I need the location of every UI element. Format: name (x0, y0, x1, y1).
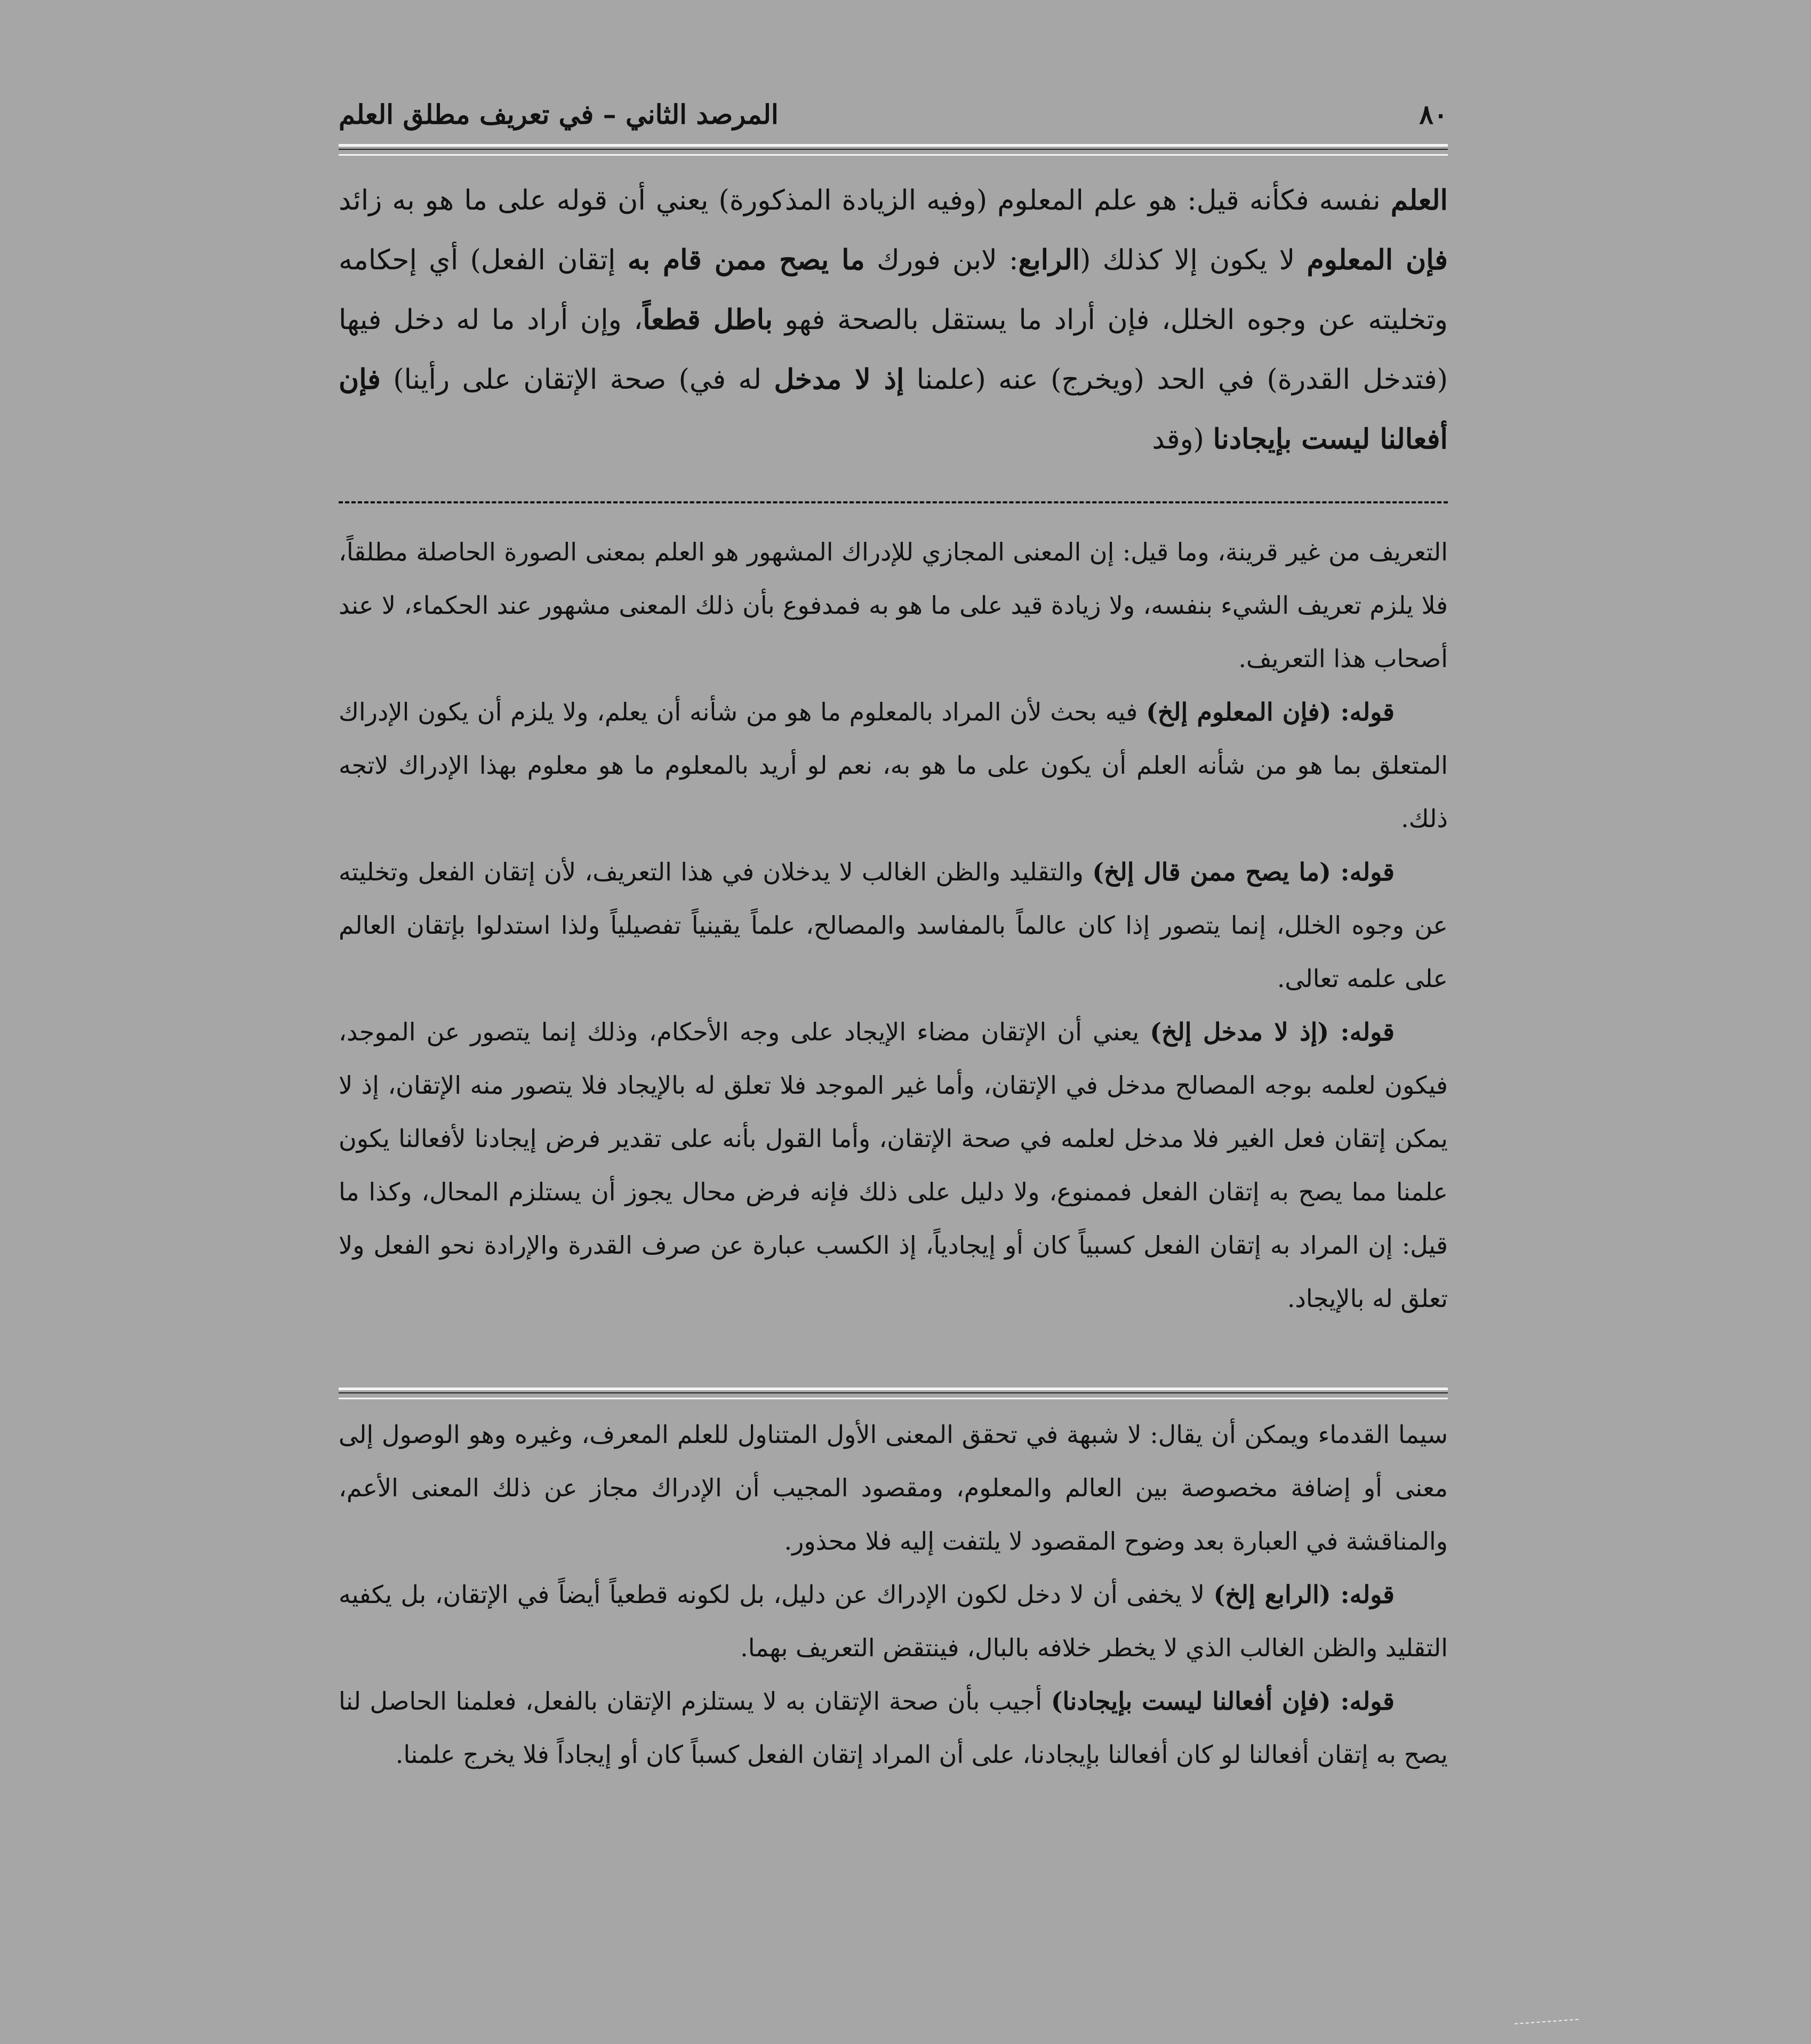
hashiya-paragraph (339, 1408, 1448, 1568)
matn-run: فإن المعلوم (1307, 244, 1448, 276)
sharh-paragraph (339, 525, 1448, 685)
matn-run: ما يصح ممن قام به (627, 244, 865, 276)
hashiya-run: أجيب بأن صحة الإتقان به لا يستلزم الإتقان بالفعل، فعلمنا الحاصل لنا يصح به إتقان أفعالنا لو كان أفعالنا بإيجادنا، على أن المراد إتقان الفعل كسباً كان أو إيجاداً فلا يخرج علمنا. (339, 1687, 1448, 1769)
sharh-paragraph (339, 845, 1448, 1005)
sharh-lemma: قوله: (فإن المعلوم إلخ) (1146, 698, 1395, 726)
commentary-rule (339, 1388, 1448, 1399)
scan-artifact (1514, 2019, 1578, 2024)
hashiya-gloss (339, 1408, 1448, 1888)
matn-run: فإن أفعالنا ليست بإيجادنا (339, 363, 1448, 455)
hashiya-lemma: قوله: (الرابع إلخ) (1213, 1580, 1395, 1609)
matn-run: إذ لا مدخل (774, 363, 904, 396)
matn-run: الرابع (1018, 244, 1080, 276)
sharh-run: يعني أن الإتقان مضاء الإيجاد على وجه الأحكام، وذلك إنما يتصور عن الموجد، فيكون لعلمه بوجه المصالح مدخل في الإتقان، وأما غير الموجد فلا تعلق له بالإيجاد فلا يتصور منه الإتقان، إذ لا يمكن إتقان فعل الغير فلا مدخل لعلمه في صحة الإتقان، وأما القول بأنه على تقدير فرض إيجادنا لأفعالنا يكون علمنا مما يصح به إتقان الفعل فممنوع، ولا دليل على ذلك فإنه فرض محال يجوز أن يستلزم المحال، وكذا ما قيل: إن المراد به إتقان الفعل كسبياً كان أو إيجادياً، إذ الكسب عبارة عن صرف القدرة والإرادة نحو الفعل ولا تعلق له بالإيجاد. (339, 1017, 1448, 1313)
matn-text (339, 171, 1448, 496)
page-header (339, 91, 1448, 139)
hashiya-run: لا يخفى أن لا دخل لكون الإدراك عن دليل، بل لكونه قطعياً أيضاً في الإتقان، بل يكفيه التقليد والظن الغالب الذي لا يخطر خلافه بالبال، فينتقض التعريف بهما. (339, 1580, 1448, 1662)
hashiya-run: سيما القدماء ويمكن أن يقال: لا شبهة في تحقق المعنى الأول المتناول للعلم المعرف، وغيره وهو الوصول إلى معنى أو إضافة مخصوصة بين العالم والمعلوم، ومقصود المجيب أن الإدراك مجاز عن ذلك المعنى الأعم، والمناقشة في العبارة بعد وضوح المقصود لا يلتفت إليه فلا محذور. (339, 1420, 1448, 1556)
sharh-lemma: قوله: (ما يصح ممن قال إلخ) (1092, 857, 1395, 886)
book-page (339, 91, 1448, 1904)
header-rule (339, 144, 1448, 156)
sharh-run: التعريف من غير قرينة، وما قيل: إن المعنى المجازي للإدراك المشهور هو العلم بمعنى الصورة الحاصلة مطلقاً، فلا يلزم تعريف الشيء بنفسه، ولا زيادة قيد على ما هو به فمدفوع بأن ذلك المعنى مشهور عند الحكماء، لا عند أصحاب هذا التعريف. (339, 538, 1448, 673)
matn-run: : لابن فورك (864, 244, 1019, 276)
sharh-commentary (339, 525, 1448, 1378)
matn-run: العلم (1390, 184, 1448, 217)
sharh-paragraph (339, 685, 1448, 845)
sharh-paragraph (339, 1005, 1448, 1325)
matn-run: إتقان الفعل) أي إحكامه وتخليته عن وجوه الخلل، فإن أراد ما يستقل بالصحة فهو (339, 244, 1448, 336)
hashiya-paragraph (339, 1674, 1448, 1781)
page-number: ٨٠ (1419, 99, 1448, 130)
matn-run: له في) صحة الإتقان على رأينا) (380, 364, 774, 396)
chapter-title: المرصد الثاني – في تعريف مطلق العلم (339, 99, 779, 130)
hashiya-paragraph (339, 1568, 1448, 1674)
matn-run: ، وإن أراد ما له دخل فيها (فتدخل القدرة) في الحد (ويخرج) عنه (علمنا (339, 304, 1448, 396)
matn-run: لا يكون إلا كذلك ( (1080, 244, 1307, 276)
matn-paragraph (339, 171, 1448, 469)
sharh-run: والتقليد والظن الغالب لا يدخلان في هذا التعريف، لأن إتقان الفعل وتخليته عن وجوه الخلل، إنما يتصور إذا كان عالماً بالمفاسد والمصالح، علماً يقينياً تفصيلياً ولذا استدلوا بإتقان العالم على علمه تعالى. (339, 857, 1448, 993)
matn-divider (339, 501, 1448, 503)
matn-run: نفسه فكأنه قيل: هو علم المعلوم (وفيه الزيادة المذكورة) يعني أن قوله على ما هو به زائد (339, 185, 1391, 217)
sharh-run: فيه بحث لأن المراد بالمعلوم ما هو من شأنه أن يعلم، ولا يلزم أن يكون الإدراك المتعلق بما هو من شأنه العلم أن يكون على ما هو به، نعم لو أريد بالمعلوم ما هو معلوم بهذا الإدراك لاتجه ذلك. (339, 698, 1448, 833)
hashiya-lemma: قوله: (فإن أفعالنا ليست بإيجادنا) (1051, 1687, 1395, 1716)
matn-run: (وقد (1152, 423, 1213, 455)
sharh-lemma: قوله: (إذ لا مدخل إلخ) (1150, 1017, 1395, 1046)
matn-run: باطل قطعاً (643, 303, 773, 336)
